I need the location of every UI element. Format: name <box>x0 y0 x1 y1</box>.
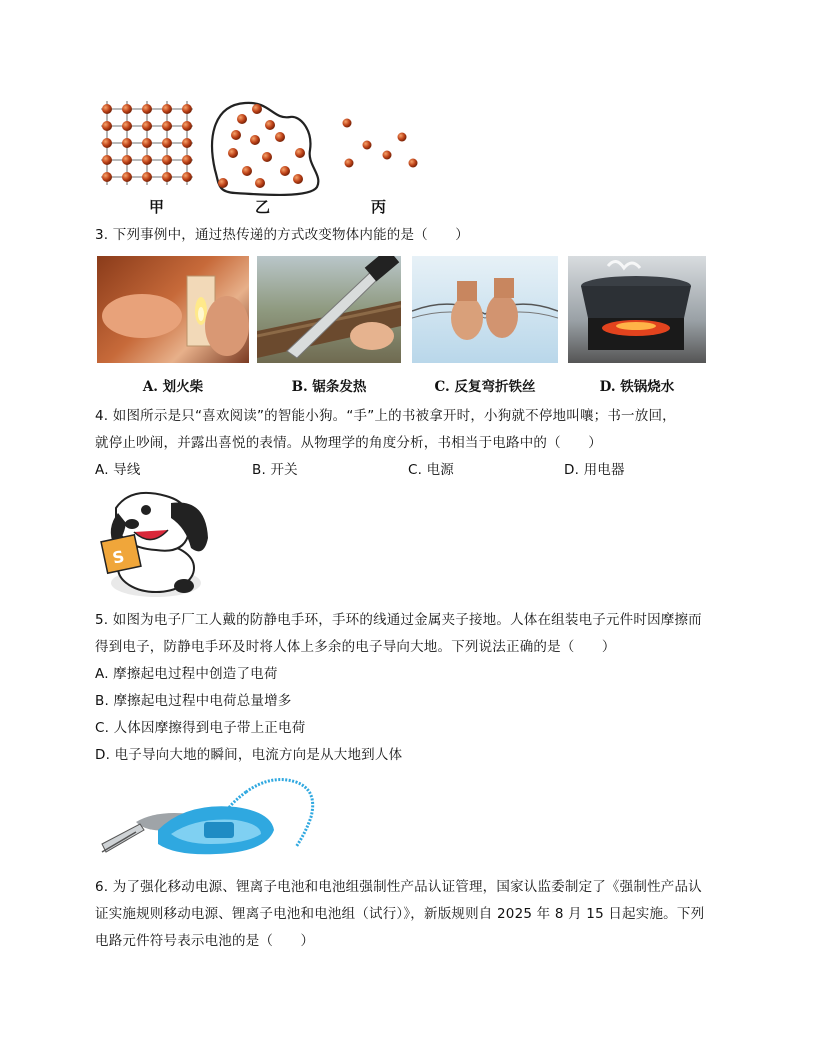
svg-text:S: S <box>110 546 126 568</box>
pot-on-fire-photo <box>568 256 706 363</box>
q4-option-c: C. 电源 <box>408 462 455 478</box>
q5-option-d: D. 电子导向大地的瞬间，电流方向是从大地到人体 <box>95 747 403 763</box>
q5-stem-line2: 得到电子，防静电手环及时将人体上多余的电子导向大地。下列说法正确的是（ ） <box>95 639 616 655</box>
q5-option-a: A. 摩擦起电过程中创造了电荷 <box>95 666 278 682</box>
q3-caption-d: D. 铁锅烧水 <box>599 379 675 395</box>
q6-stem-line3: 电路元件符号表示电池的是（ ） <box>95 933 315 949</box>
q3-caption-c: C. 反复弯折铁丝 <box>434 379 536 395</box>
q4-stem-line2: 就停止吵闹，并露出喜悦的表情。从物理学的角度分析，书相当于电路中的（ ） <box>95 435 602 451</box>
q4-option-a: A. 导线 <box>95 462 141 478</box>
striking-match-photo <box>97 256 249 363</box>
q3-stem: 3. 下列事例中，通过热传递的方式改变物体内能的是（ ） <box>95 227 469 243</box>
q4-stem-line1: 4. 如图所示是只“喜欢阅读”的智能小狗。“手”上的书被拿开时，小狗就不停地叫嚷；书一放回， <box>95 408 676 424</box>
q3-caption-a: A. 划火柴 <box>142 379 204 395</box>
bending-wire-photo <box>412 256 558 363</box>
antistatic-wristband-illustration <box>96 772 330 864</box>
q5-option-c: C. 人体因摩擦得到电子带上正电荷 <box>95 720 306 736</box>
q4-option-b: B. 开关 <box>252 462 298 478</box>
gas-molecules <box>343 119 418 168</box>
label-yi: 乙 <box>255 198 271 216</box>
solid-molecule-grid <box>101 101 193 185</box>
label-jia: 甲 <box>149 198 165 216</box>
q6-stem-line1: 6. 为了强化移动电源、锂离子电池和电池组强制性产品认证管理，国家认监委制定了《强制性产品认 <box>95 879 702 895</box>
q6-stem-line2: 证实施规则移动电源、锂离子电池和电池组（试行）》，新版规则自 2025 年 8 月 15 日起实施。下列 <box>95 906 705 922</box>
label-bing: 丙 <box>371 198 387 216</box>
q4-option-d: D. 用电器 <box>564 462 625 478</box>
q3-caption-b: B. 锯条发热 <box>291 379 367 395</box>
saw-cutting-log-photo <box>257 256 401 363</box>
q5-option-b: B. 摩擦起电过程中电荷总量增多 <box>95 693 292 709</box>
reading-dog-illustration <box>96 488 214 600</box>
q5-stem-line1: 5. 如图为电子厂工人戴的防静电手环，手环的线通过金属夹子接地。人体在组装电子元件时因摩擦而 <box>95 612 702 628</box>
